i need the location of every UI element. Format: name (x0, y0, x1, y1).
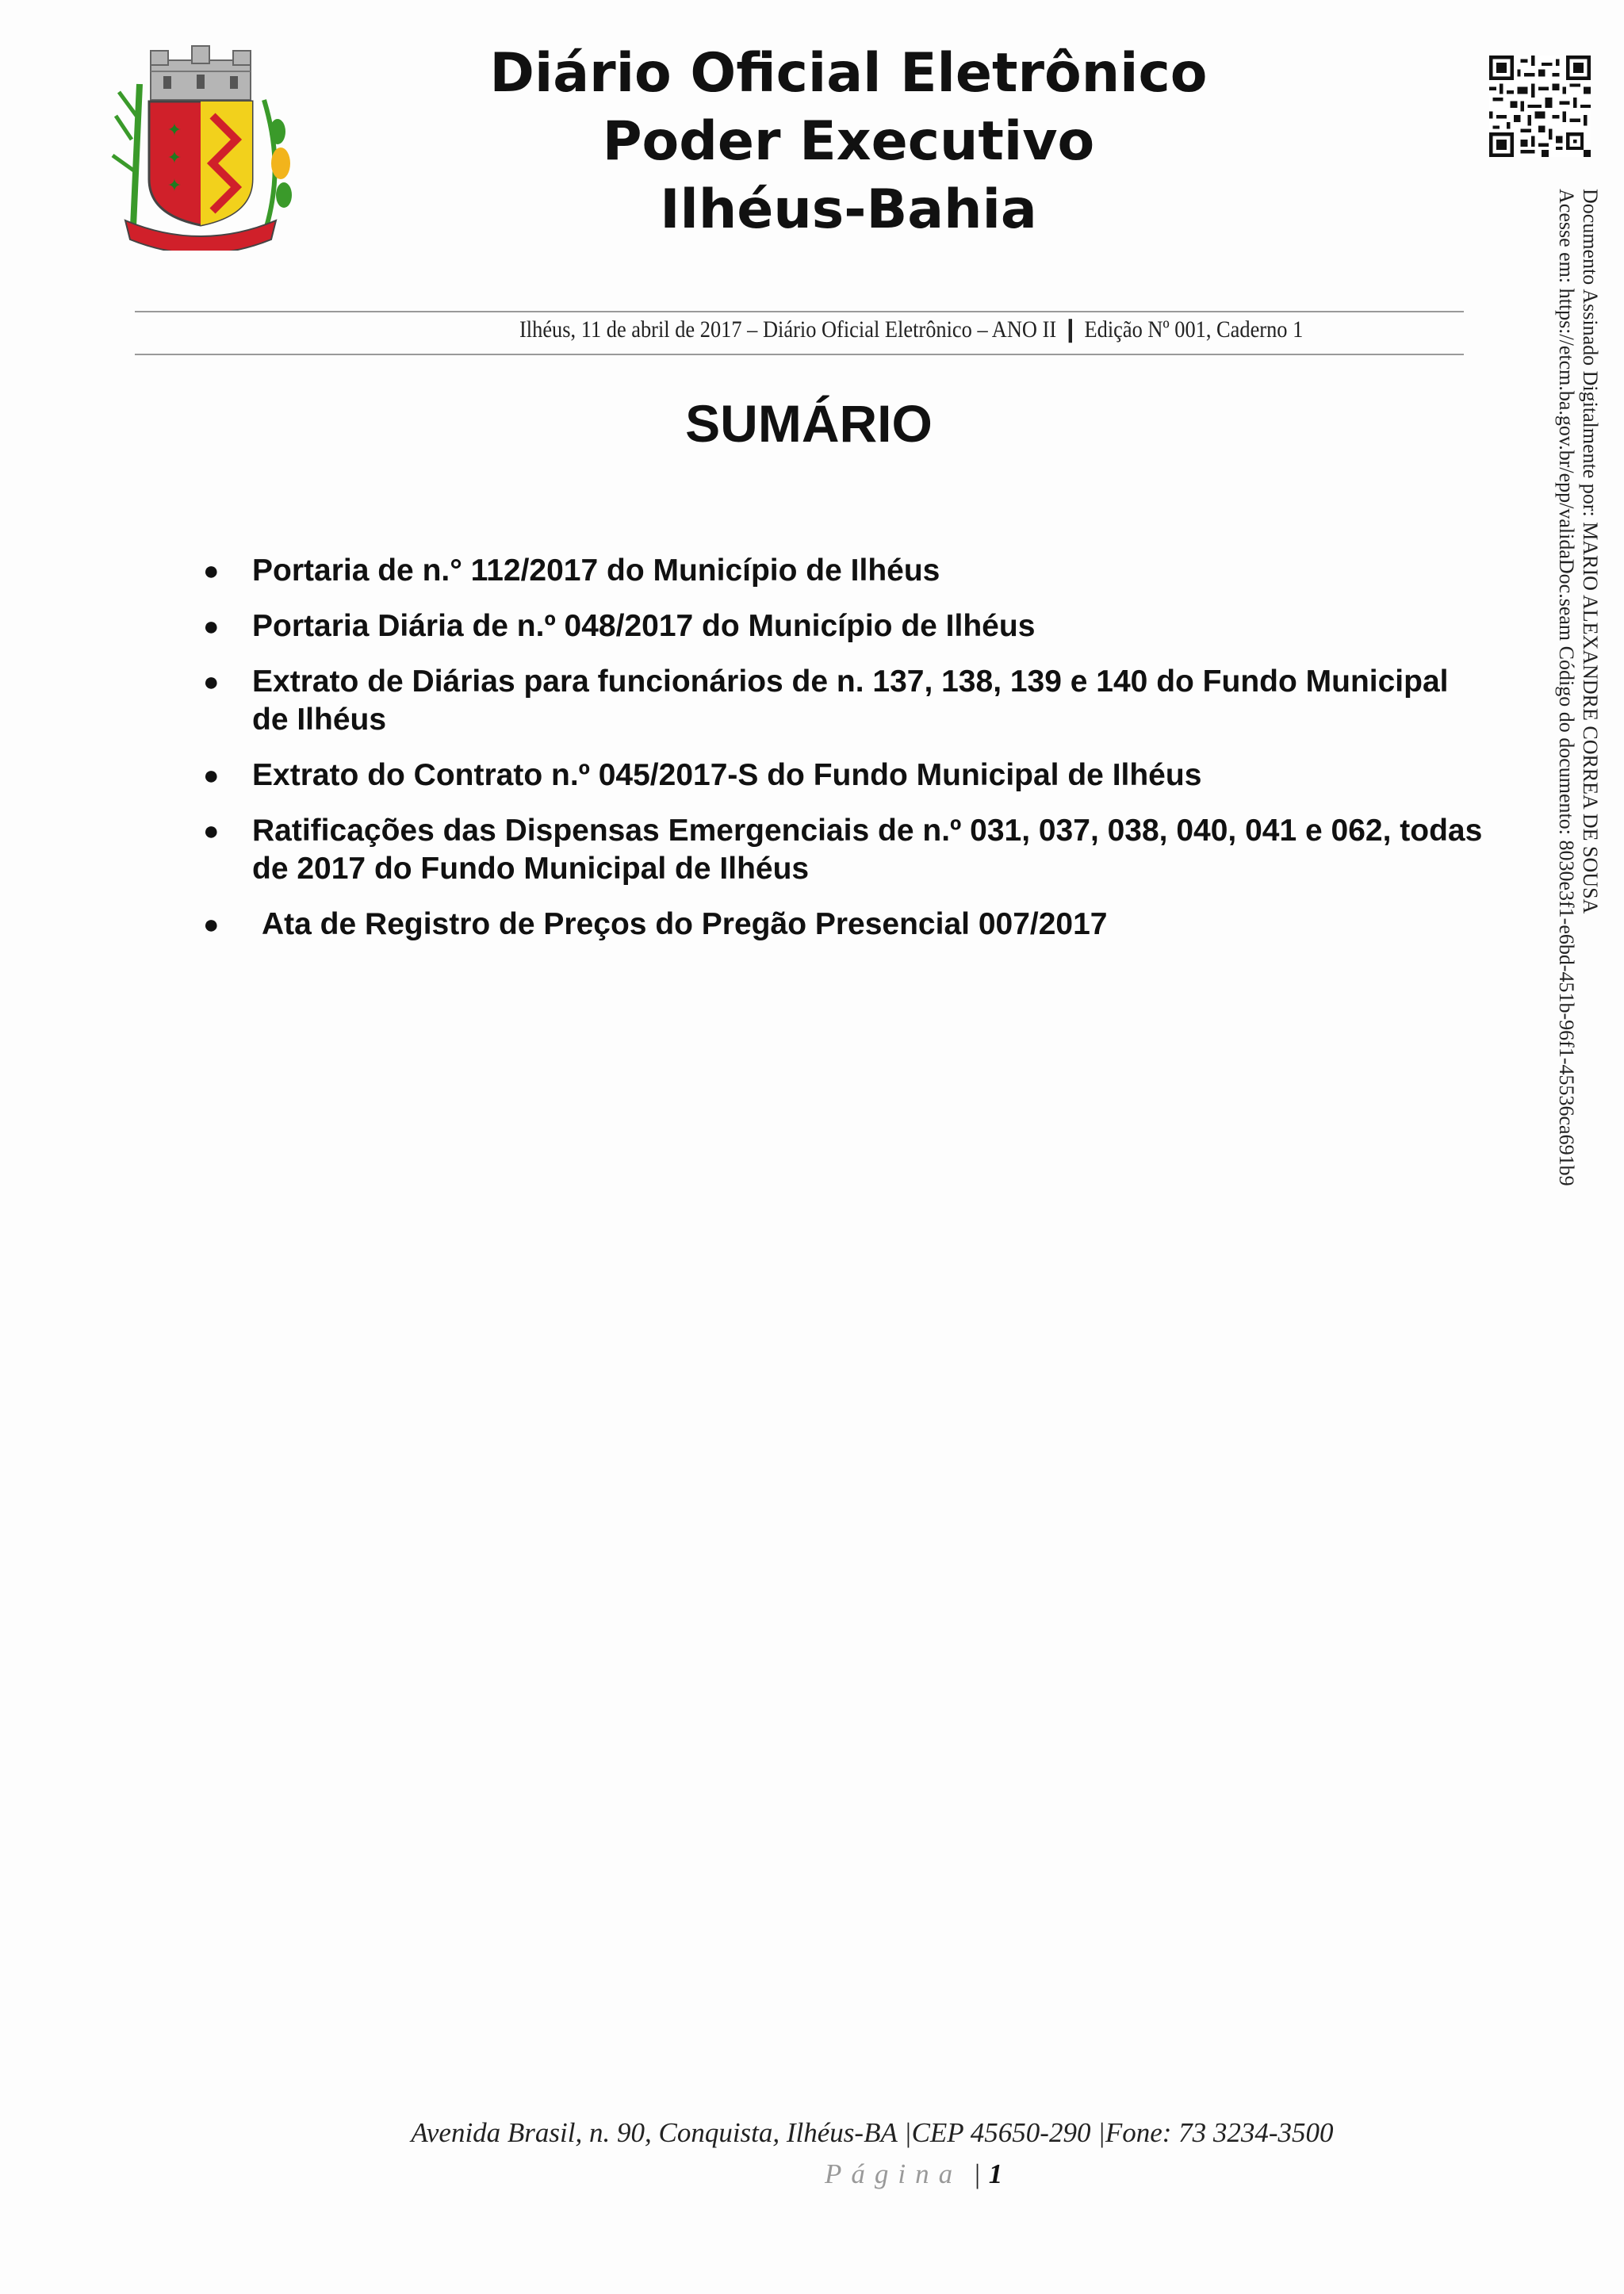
bullet-icon: ● (203, 556, 220, 586)
bullet-icon: ● (203, 760, 220, 791)
bullet-icon: ● (203, 667, 220, 697)
svg-text:✦: ✦ (167, 175, 182, 195)
bullet-icon: ● (203, 611, 220, 641)
edition-bottom-rule (135, 354, 1464, 355)
gazette-title (444, 40, 1253, 244)
sugarcane-left-icon (113, 84, 140, 227)
shield-icon (149, 101, 252, 225)
page-label: Página (825, 2158, 963, 2189)
summary-item: ● Portaria Diária de n.º 048/2017 do Município de Ilhéus (198, 607, 1483, 645)
summary-item: ● Portaria de n.° 112/2017 do Município de Ilhéus (198, 552, 1483, 590)
summary-item: ● Extrato de Diárias para funcionários de n. 137, 138, 139 e 140 do Fundo Municipal de Ilhéus (203, 664, 1449, 737)
bullet-icon: ● (203, 910, 220, 940)
title-line-1: Diário Oficial Eletrônico (489, 42, 1208, 105)
svg-text:✦: ✦ (167, 147, 182, 167)
title-line-3: Ilhéus-Bahia (660, 178, 1037, 241)
summary-list (198, 552, 1483, 961)
qr-code-icon[interactable] (1489, 56, 1591, 157)
page-number: 1 (988, 2158, 1003, 2189)
svg-text:✦: ✦ (167, 120, 182, 140)
page-number-block (825, 2158, 1002, 2190)
footer-address: Avenida Brasil, n. 90, Conquista, Ilhéus-BA |CEP 45650-290 |Fone: 73 3234-3500 (411, 2117, 1334, 2148)
summary-item: ● Ata de Registro de Preços do Pregão Presencial 007/2017 (198, 906, 1483, 944)
summary-item: ● Ratificações das Dispensas Emergenciais de n.º 031, 037, 038, 040, 041 e 062, todas de 2017 do Fundo Municipal de Ilhéus (203, 814, 1483, 886)
edition-top-rule (135, 311, 1464, 312)
title-line-2: Poder Executivo (602, 110, 1095, 173)
summary-title: SUMÁRIO (685, 394, 933, 453)
page-separator: | (973, 2158, 981, 2189)
digital-signature-sidebar (1540, 189, 1611, 1299)
summary-item: ● Extrato do Contrato n.º 045/2017-S do Fundo Municipal de Ilhéus (198, 756, 1483, 795)
edition-line: Ilhéus, 11 de abril de 2017 – Diário Oficial Eletrônico – ANO II ❙ Edição Nº 001, Caderno 1 (519, 316, 1304, 343)
signature-line-2[interactable]: Acesse em: https://etcm.ba.gov.br/epp/validaDoc.seam Código do documento: 8030e3f1-e6bd-451b-96f1-45536ca691b9 (1555, 189, 1578, 1186)
cacao-branch-right-icon (264, 100, 292, 227)
mural-crown-icon (151, 46, 251, 100)
bullet-icon: ● (203, 816, 220, 846)
signature-line-1: Documento Assinado Digitalmente por: MARIO ALEXANDRE CORREA DE SOUSA (1579, 189, 1602, 914)
municipal-crest-logo (102, 44, 300, 251)
